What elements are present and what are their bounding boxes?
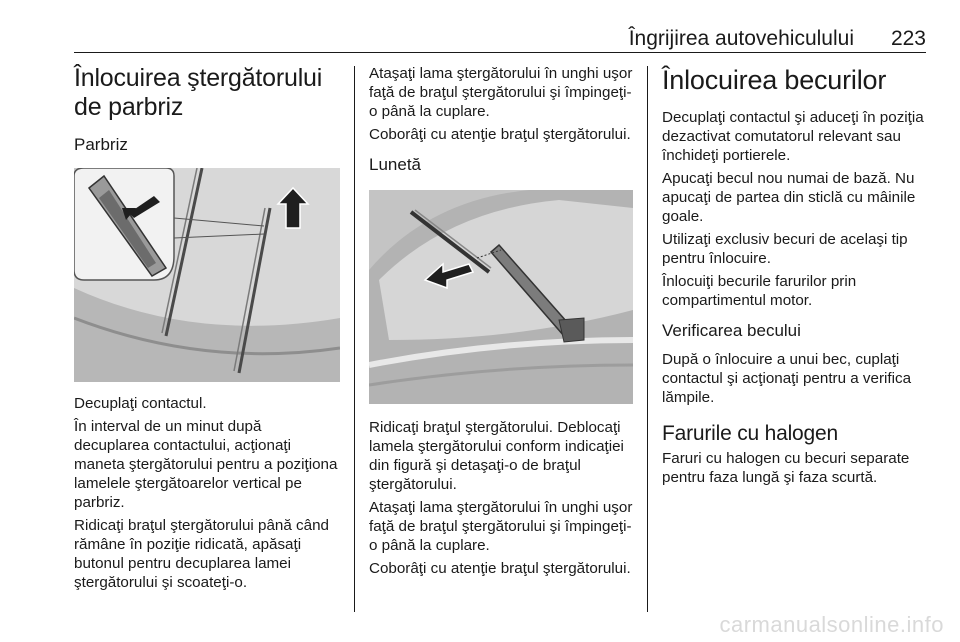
bulbs-step-hold-base: Apucaţi becul nou numai de bază. Nu apucaţi de partea din sticlă cu mâinile goale. [662,170,916,225]
subsection-rear-window: Lunetă [369,155,421,174]
step-unlock-rear-blade: Ridicaţi braţul ştergătorului. Deblocaţi lamela ştergătorului conform indicaţiei din figură şi detaşaţi-o de braţul ştergătorului. [369,419,624,493]
page-header [74,26,926,52]
halogen-text: Faruri cu halogen cu becuri separate pentru faza lungă şi faza scurtă. [662,450,910,486]
header-rule [74,52,926,53]
subsection-bulb-check: Verificarea becului [662,321,801,340]
column-2 [369,62,633,578]
step-position-wipers: În interval de un minut după decuplarea contactului, acţionaţi maneta ştergătorului pentru a poziţiona lamelele ştergătoarelor vertical pe parbriz. [74,418,338,511]
windscreen-wiper-illustration [74,168,340,382]
bulbs-step-same-type: Utilizaţi exclusiv becuri de acelaşi tip pentru înlocuire. [662,231,908,267]
step-attach-rear-blade: Ataşaţi lama ştergătorului în unghi uşor faţă de braţul ştergătorului şi împingeţi-o până la cuplare. [369,499,633,554]
step-ignition-off: Decuplaţi contactul. [74,395,207,412]
subsection-halogen-headlights: Farurile cu halogen [662,422,838,445]
bulb-check-text: După o înlocuire a unui bec, cuplaţi contactul şi acţionaţi pentru a verifica lămpile. [662,351,912,406]
step-lower-arm: Coborâţi cu atenţie braţul ştergătorului. [369,126,631,143]
rear-wiper-illustration [369,190,633,404]
subsection-windscreen: Parbriz [74,135,128,154]
column-divider-2 [647,66,648,612]
header-title: Îngrijirea autovehiculului [628,27,854,50]
bulbs-step-engine-compartment: Înlocuiţi becurile farurilor prin compartimentul motor. [662,273,857,309]
page-number: 223 [890,27,926,50]
step-attach-blade: Ataşaţi lama ştergătorului în unghi uşor faţă de braţul ştergătorului şi împingeţi-o până la cuplare. [369,65,633,120]
step-lower-rear-arm: Coborâţi cu atenţie braţul ştergătorului. [369,560,631,577]
bulbs-step-ignition: Decuplaţi contactul şi aduceţi în poziţia dezactivat comutatorul relevant sau închideţi portierele. [662,109,924,164]
section-title-wiper: Înlocuirea ştergătorului de parbriz [74,64,323,121]
step-remove-blade: Ridicaţi braţul ştergătorului până când rămâne în poziţie ridicată, apăsaţi butonul pentru decuplarea lamei ştergătorului şi scoateţi-o. [74,517,329,591]
column-1 [74,62,340,592]
column-3 [662,62,926,487]
section-title-bulbs: Înlocuirea becurilor [662,65,887,95]
watermark-brand: carmanualsonline.info [719,612,944,637]
column-divider-1 [354,66,355,612]
